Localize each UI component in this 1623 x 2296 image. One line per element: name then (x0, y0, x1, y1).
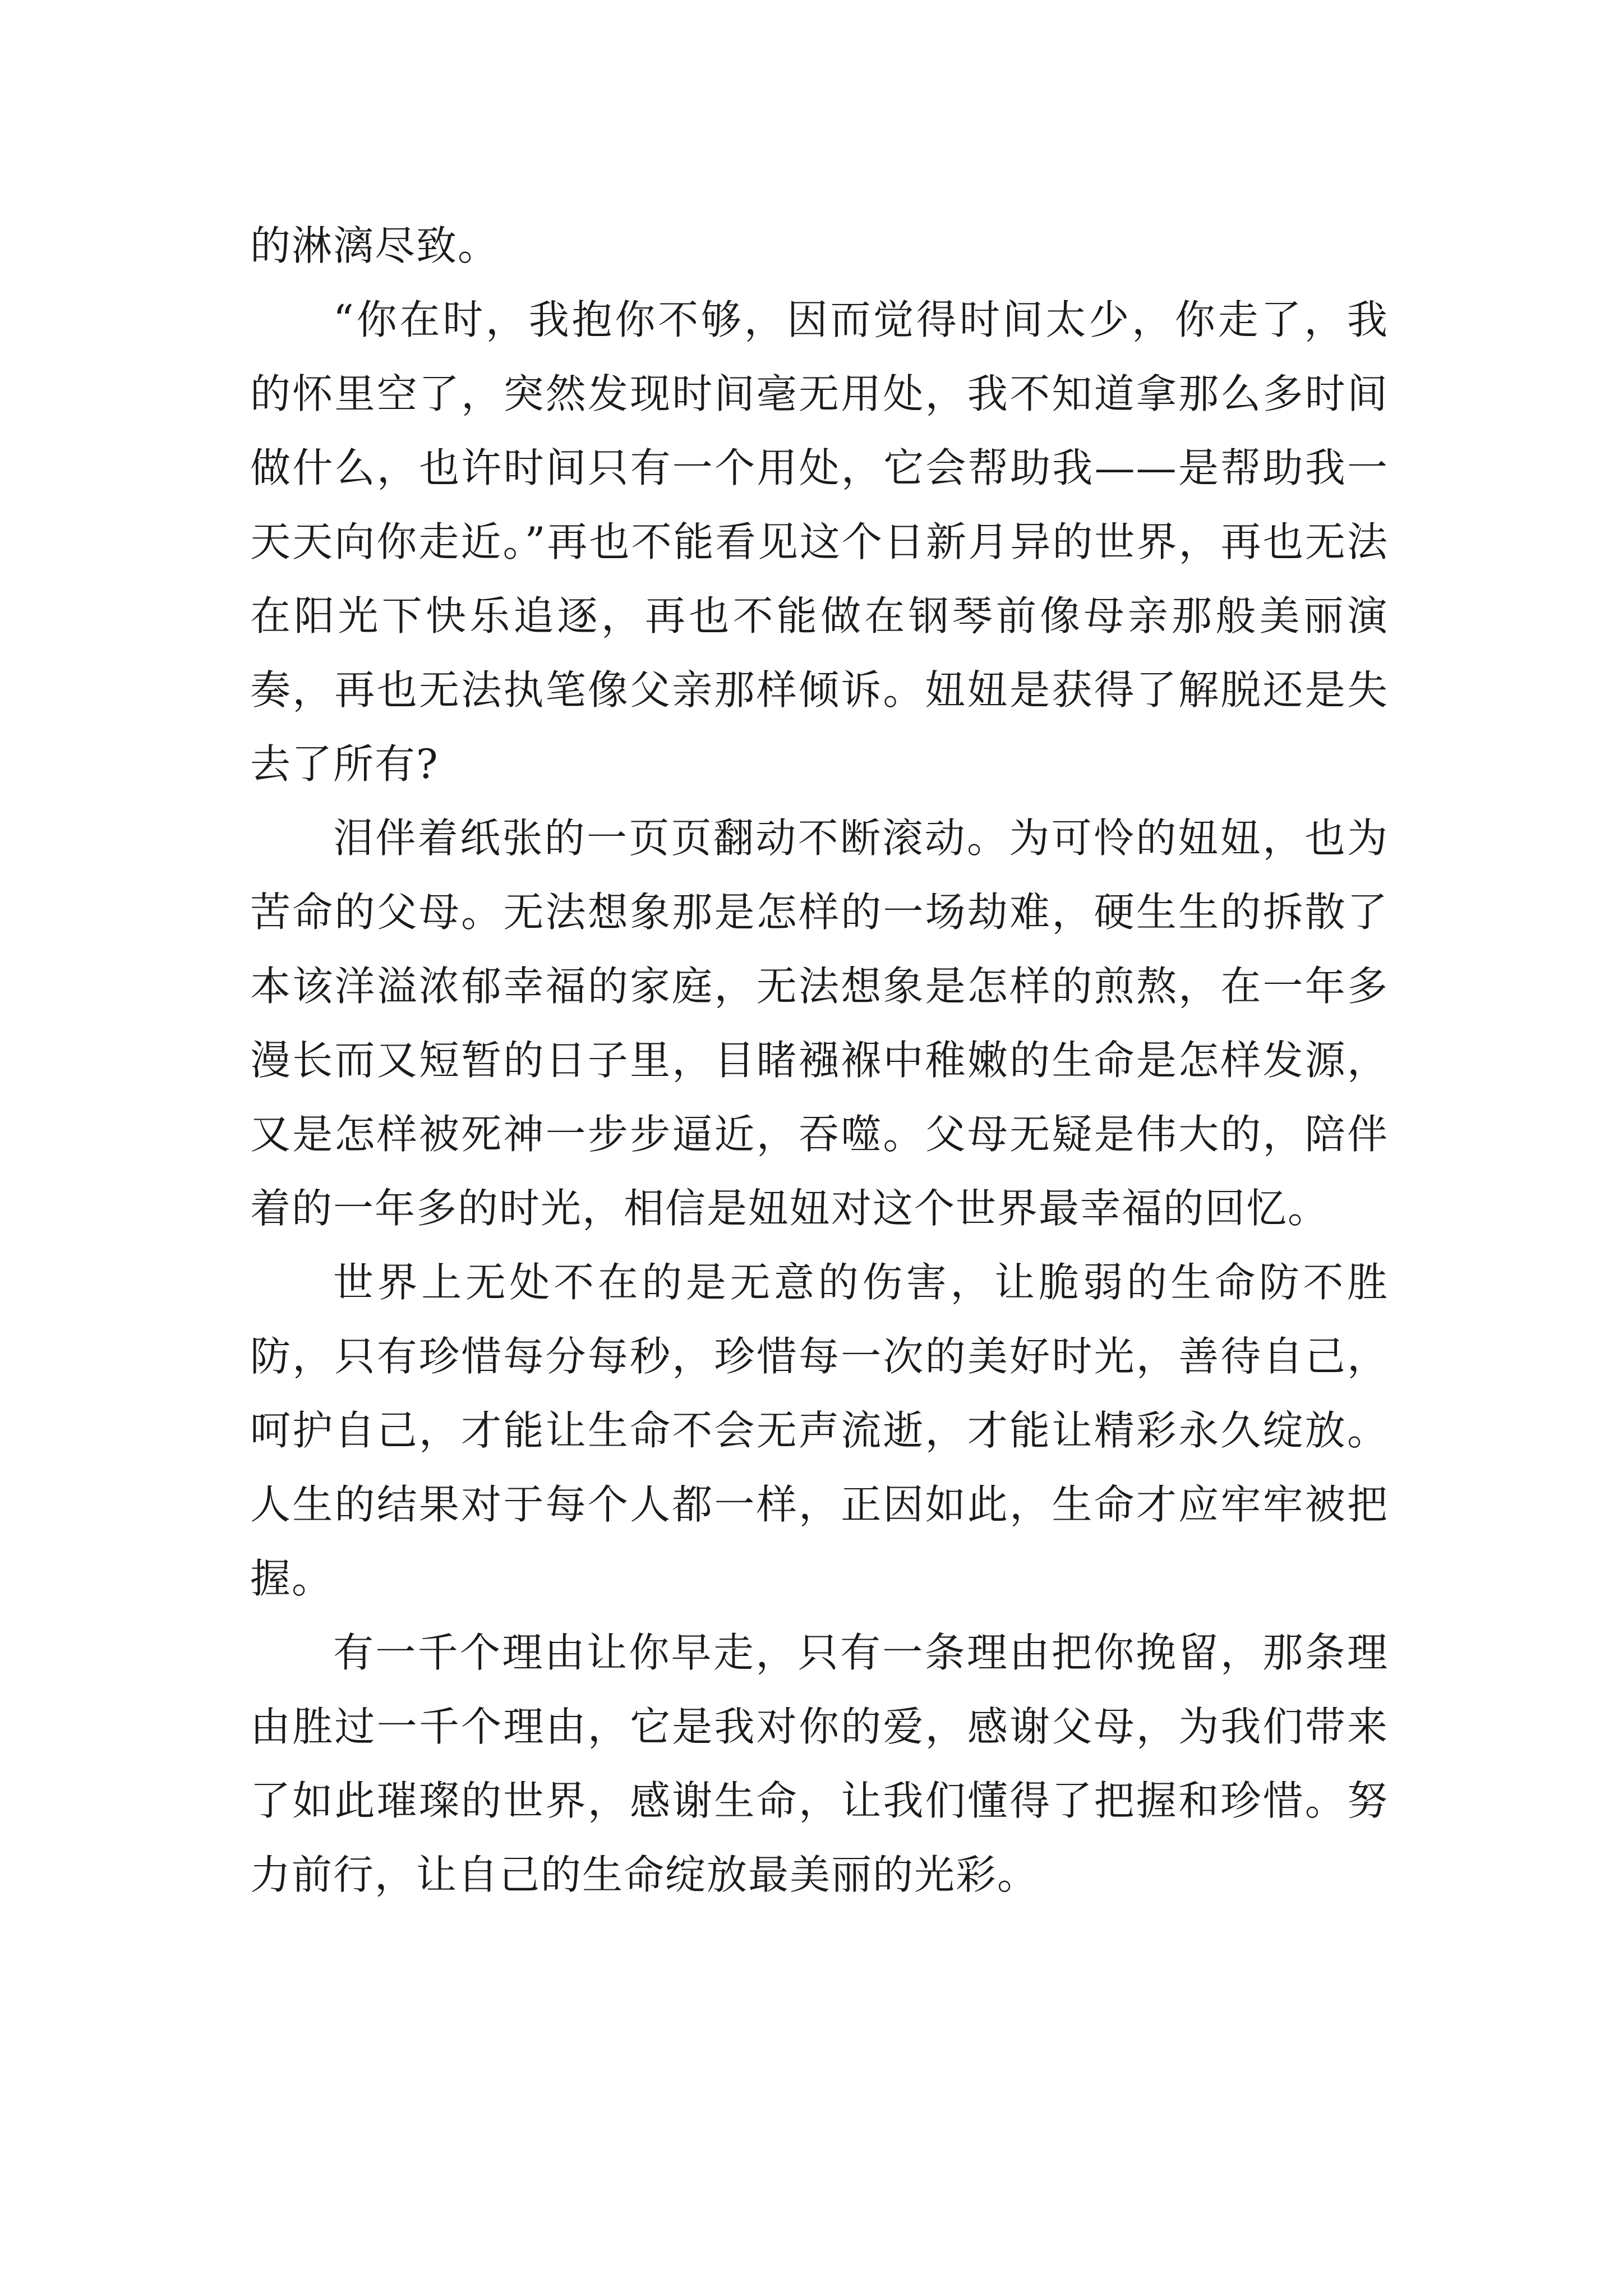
paragraph-continuation: 的淋漓尽致。 (250, 222, 500, 269)
paragraph-cherish: 世界上无处不在的是无意的伤害，让脆弱的生命防不胜防，只有珍惜每分每秒，珍惜每一次的美好时光，善待自己，呵护自己，才能让生命不会无声流逝，才能让精彩永久绽放。人生的结果对于每个人都一样，正因如此，生命才应牢牢被把握。 (250, 1259, 1389, 1602)
paragraph-quote: “你在时，我抱你不够，因而觉得时间太少，你走了，我的怀里空了，突然发现时间毫无用处，我不知道拿那么多时间做什么，也许时间只有一个用处，它会帮助我——是帮助我一天天向你走近。”再也不能看见这个日新月异的世界，再也无法在阳光下快乐追逐，再也不能做在钢琴前像母亲那般美丽演奏，再也无法执笔像父亲那样倾诉。妞妞是获得了解脱还是失去了所有? (250, 296, 1389, 788)
paragraph-tears: 泪伴着纸张的一页页翻动不断滚动。为可怜的妞妞，也为苦命的父母。无法想象那是怎样的一场劫难，硬生生的拆散了本该洋溢浓郁幸福的家庭，无法想象是怎样的煎熬，在一年多漫长而又短暂的日子里，目睹襁褓中稚嫩的生命是怎样发源，又是怎样被死神一步步逼近，吞噬。父母无疑是伟大的，陪伴着的一年多的时光，相信是妞妞对这个世界最幸福的回忆。 (250, 815, 1389, 1232)
paragraph-closing: 有一千个理由让你早走，只有一条理由把你挽留，那条理由胜过一千个理由，它是我对你的爱，感谢父母，为我们带来了如此璀璨的世界，感谢生命，让我们懂得了把握和珍惜。努力前行，让自己的生命绽放最美丽的光彩。 (250, 1629, 1389, 1898)
essay-body (250, 209, 1389, 1912)
